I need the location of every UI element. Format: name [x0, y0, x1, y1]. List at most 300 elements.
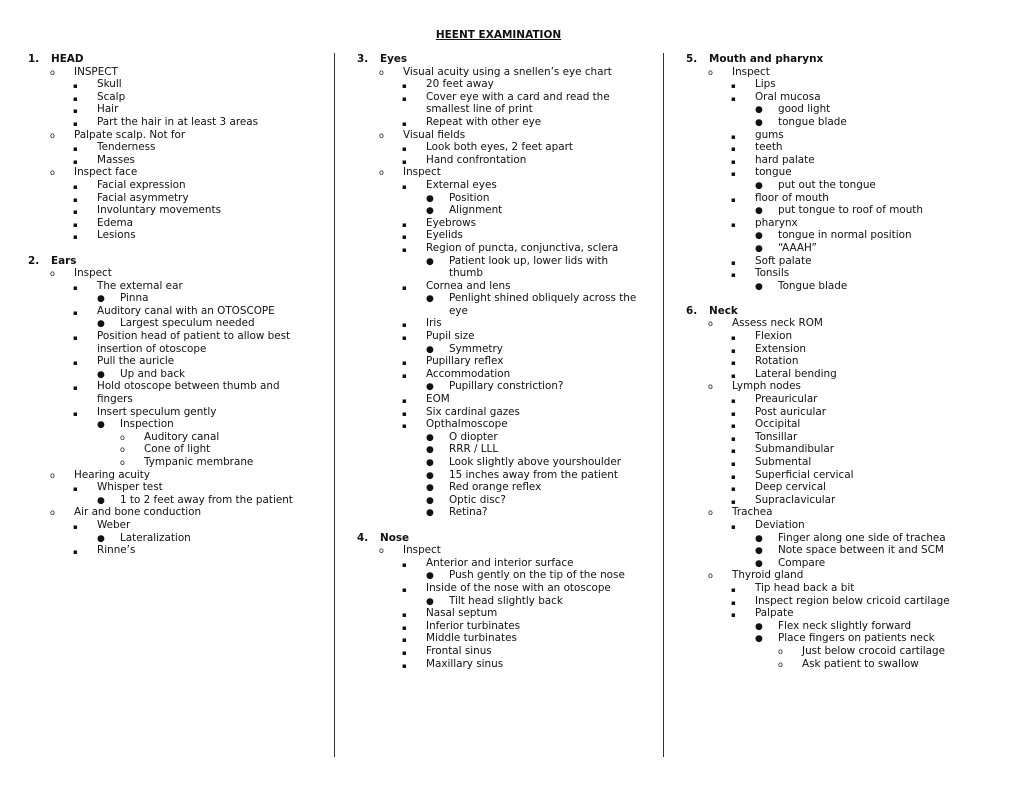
list-item [686, 280, 986, 293]
item-text: Auditory canal [144, 430, 220, 443]
item-text: Inspect [403, 544, 441, 557]
list-item [357, 380, 657, 393]
list-item [686, 129, 986, 142]
list-item [357, 595, 657, 608]
blank-line [357, 519, 657, 532]
square-bullet-icon: ▪ [731, 220, 736, 229]
list-item [686, 179, 986, 192]
item-text: Tip head back a bit [755, 581, 855, 594]
column-left [28, 53, 328, 557]
item-text: Edema [97, 216, 134, 229]
square-bullet-icon: ▪ [402, 82, 407, 91]
item-text: floor of mouth [755, 191, 829, 204]
section-number: 5. [686, 53, 698, 65]
list-item [28, 305, 328, 318]
square-bullet-icon: ▪ [731, 598, 736, 607]
item-text: Facial expression [97, 178, 186, 191]
list-item [28, 343, 328, 356]
item-text: Tilt head slightly back [449, 594, 563, 607]
square-bullet-icon: ▪ [731, 346, 736, 355]
list-item [357, 443, 657, 456]
square-bullet-icon: ▪ [73, 208, 78, 217]
dot-bullet-icon: ● [755, 558, 763, 569]
item-text: Soft palate [755, 254, 812, 267]
list-item [28, 431, 328, 444]
item-text: Rinne’s [97, 544, 136, 557]
item-text: Place fingers on patients neck [778, 632, 935, 645]
item-text: Skull [97, 78, 122, 91]
square-bullet-icon: ▪ [402, 359, 407, 368]
column-divider-right [663, 53, 664, 757]
item-text: Nasal septum [426, 607, 498, 620]
square-bullet-icon: ▪ [731, 611, 736, 620]
square-bullet-icon: ▪ [73, 548, 78, 557]
section-title: Nose [380, 531, 410, 544]
list-item [686, 78, 986, 91]
square-bullet-icon: ▪ [402, 611, 407, 620]
square-bullet-icon: ▪ [402, 321, 407, 330]
list-item [357, 305, 657, 318]
list-item [357, 406, 657, 419]
section-title: Mouth and pharynx [709, 53, 824, 65]
item-text: Weber [97, 518, 131, 531]
list-item [28, 380, 328, 393]
item-text: Oral mucosa [755, 90, 821, 103]
item-text: tongue blade [778, 115, 847, 128]
list-item [686, 242, 986, 255]
list-item [357, 91, 657, 104]
list-item [357, 129, 657, 142]
item-text: Largest speculum needed [120, 317, 255, 330]
item-text: RRR / LLL [449, 443, 499, 456]
item-text: Ask patient to swallow [802, 657, 919, 670]
square-bullet-icon: ▪ [731, 522, 736, 531]
section-number: 2. [28, 254, 40, 267]
dot-bullet-icon: ● [755, 206, 763, 217]
item-text: Inferior turbinates [426, 619, 521, 632]
list-item [686, 380, 986, 393]
list-item [28, 368, 328, 381]
square-bullet-icon: ▪ [731, 422, 736, 431]
square-bullet-icon: ▪ [402, 371, 407, 380]
circle-bullet-icon: o [120, 458, 125, 467]
square-bullet-icon: ▪ [402, 94, 407, 103]
item-text: Hearing acuity [74, 468, 150, 481]
item-text: Supraclavicular [755, 493, 836, 506]
square-bullet-icon: ▪ [402, 397, 407, 406]
list-item [357, 330, 657, 343]
circle-bullet-icon: o [379, 67, 384, 77]
item-text: Lateralization [120, 531, 191, 544]
square-bullet-icon: ▪ [731, 195, 736, 204]
list-item [686, 494, 986, 507]
item-text: Lymph nodes [732, 380, 801, 393]
list-item [28, 116, 328, 129]
item-text: 15 inches away from the patient [449, 468, 618, 481]
list-item [357, 544, 657, 557]
circle-bullet-icon: o [708, 382, 713, 392]
item-text: Cone of light [144, 443, 211, 456]
section-title: Neck [709, 304, 738, 317]
item-text: Scalp [97, 90, 126, 103]
square-bullet-icon: ▪ [731, 460, 736, 468]
list-item [28, 204, 328, 217]
section-heading [686, 305, 986, 318]
circle-bullet-icon: o [50, 470, 55, 480]
circle-bullet-icon: o [708, 67, 713, 77]
item-text: Retina? [449, 506, 488, 519]
item-text: Position [449, 191, 490, 204]
list-item [686, 431, 986, 444]
item-text: Tongue blade [778, 279, 848, 292]
item-text: Assess neck ROM [732, 317, 823, 330]
square-bullet-icon: ▪ [731, 132, 736, 141]
item-text: Tonsils [755, 267, 790, 280]
section-number: 1. [28, 53, 40, 65]
item-text: Anterior and interior surface [426, 556, 574, 569]
list-item [686, 116, 986, 129]
item-text: Facial asymmetry [97, 191, 189, 204]
item-text: tongue in normal position [778, 229, 912, 242]
list-item [28, 544, 328, 557]
item-text: 1 to 2 feet away from the patient [120, 493, 293, 506]
circle-bullet-icon: o [50, 269, 55, 279]
item-text: Hold otoscope between thumb and [97, 380, 280, 393]
item-text: Submental [755, 456, 812, 468]
dot-bullet-icon: ● [755, 117, 763, 128]
item-text: Patient look up, lower lids with [449, 254, 609, 267]
square-bullet-icon: ▪ [73, 94, 78, 103]
list-item [686, 418, 986, 431]
section-title: Eyes [380, 53, 408, 65]
item-text: Alignment [449, 204, 503, 217]
item-text: Middle turbinates [426, 632, 517, 645]
square-bullet-icon: ▪ [402, 145, 407, 154]
square-bullet-icon: ▪ [731, 258, 736, 267]
item-text: Pupillary constriction? [449, 380, 564, 393]
list-item [357, 204, 657, 217]
list-item [686, 469, 986, 482]
item-text: Deep cervical [755, 481, 827, 494]
item-text: smallest line of print [426, 103, 533, 116]
item-text: Lips [755, 78, 776, 91]
dot-bullet-icon: ● [426, 294, 434, 305]
item-text: pharynx [755, 216, 798, 229]
circle-bullet-icon: o [708, 508, 713, 518]
list-item [686, 595, 986, 608]
list-item [686, 217, 986, 230]
dot-bullet-icon: ● [426, 206, 434, 217]
list-item [686, 267, 986, 280]
dot-bullet-icon: ● [97, 533, 105, 544]
square-bullet-icon: ▪ [402, 245, 407, 254]
square-bullet-icon: ▪ [402, 661, 407, 670]
item-text: Cornea and lens [426, 279, 511, 292]
column-divider-left [334, 53, 335, 757]
item-text: Deviation [755, 518, 805, 531]
square-bullet-icon: ▪ [731, 82, 736, 91]
list-item [686, 443, 986, 456]
dot-bullet-icon: ● [426, 470, 434, 481]
square-bullet-icon: ▪ [402, 220, 407, 229]
item-text: Post auricular [755, 405, 826, 418]
list-item [686, 66, 986, 79]
square-bullet-icon: ▪ [731, 447, 736, 456]
square-bullet-icon: ▪ [73, 119, 78, 128]
item-text: Inside of the nose with an otoscope [426, 581, 611, 594]
section-heading [28, 255, 328, 268]
item-text: Penlight shined obliquely across the [449, 292, 637, 305]
column-right [686, 53, 986, 670]
list-item [28, 154, 328, 167]
item-text: EOM [426, 393, 450, 406]
item-text: Finger along one side of trachea [778, 531, 946, 544]
square-bullet-icon: ▪ [731, 359, 736, 368]
square-bullet-icon: ▪ [402, 560, 407, 569]
item-text: Symmetry [449, 342, 503, 355]
list-item [357, 78, 657, 91]
circle-bullet-icon: o [778, 646, 783, 656]
square-bullet-icon: ▪ [73, 233, 78, 242]
item-text: Cover eye with a card and read the [426, 90, 610, 103]
dot-bullet-icon: ● [755, 533, 763, 544]
list-item [686, 645, 986, 658]
list-item [357, 607, 657, 620]
dot-bullet-icon: ● [426, 344, 434, 355]
list-item [686, 632, 986, 645]
column-middle [357, 53, 657, 670]
item-text: Just below crocoid cartilage [802, 644, 945, 657]
item-text: Up and back [120, 367, 186, 380]
item-text: Trachea [732, 506, 773, 519]
square-bullet-icon: ▪ [73, 485, 78, 494]
item-text: Pupil size [426, 330, 475, 343]
list-item [686, 91, 986, 104]
item-text: Rotation [755, 355, 799, 368]
dot-bullet-icon: ● [426, 445, 434, 456]
item-text: Six cardinal gazes [426, 405, 520, 418]
dot-bullet-icon: ● [97, 495, 105, 506]
list-item [686, 481, 986, 494]
list-item [686, 620, 986, 633]
square-bullet-icon: ▪ [73, 195, 78, 204]
list-item [686, 393, 986, 406]
square-bullet-icon: ▪ [731, 271, 736, 280]
list-item [28, 129, 328, 142]
item-text: Opthalmoscope [426, 418, 508, 431]
square-bullet-icon: ▪ [73, 384, 78, 393]
list-item [28, 267, 328, 280]
list-item [686, 532, 986, 545]
section-number: 4. [357, 531, 369, 544]
item-text: External eyes [426, 178, 497, 191]
dot-bullet-icon: ● [97, 369, 105, 380]
square-bullet-icon: ▪ [402, 157, 407, 166]
list-item [357, 632, 657, 645]
item-text: Region of puncta, conjunctiva, sclera [426, 241, 619, 254]
dot-bullet-icon: ● [426, 432, 434, 443]
circle-bullet-icon: o [50, 168, 55, 178]
list-item [357, 368, 657, 381]
item-text: Submandibular [755, 443, 835, 456]
item-text: Pinna [120, 292, 149, 305]
list-item [28, 166, 328, 179]
list-item [357, 242, 657, 255]
item-text: Tympanic membrane [144, 456, 254, 468]
blank-line [686, 292, 986, 305]
list-item [686, 355, 986, 368]
list-item [357, 116, 657, 129]
list-item [28, 532, 328, 545]
dot-bullet-icon: ● [755, 281, 763, 292]
item-text: Inspect [732, 65, 770, 78]
list-item [357, 280, 657, 293]
item-text: “AAAH” [778, 241, 817, 254]
list-item [28, 229, 328, 242]
list-item [28, 179, 328, 192]
list-item [357, 645, 657, 658]
circle-bullet-icon: o [50, 508, 55, 518]
section-title: HEAD [51, 53, 84, 65]
dot-bullet-icon: ● [755, 546, 763, 557]
section-number: 6. [686, 304, 698, 317]
item-text: Palpate scalp. Not for [74, 128, 186, 141]
list-item [357, 343, 657, 356]
square-bullet-icon: ▪ [402, 283, 407, 292]
list-item [28, 103, 328, 116]
section-title: Ears [51, 254, 77, 267]
square-bullet-icon: ▪ [731, 145, 736, 154]
square-bullet-icon: ▪ [73, 107, 78, 116]
list-item [28, 217, 328, 230]
item-text: Red orange reflex [449, 481, 542, 494]
item-text: Palpate [755, 607, 794, 620]
item-text: O diopter [449, 430, 498, 443]
circle-bullet-icon: o [379, 168, 384, 178]
list-item [686, 192, 986, 205]
item-text: Masses [97, 153, 135, 166]
page-title: HEENT EXAMINATION [435, 29, 562, 41]
item-text: gums [755, 128, 784, 141]
circle-bullet-icon: o [379, 546, 384, 556]
item-text: Visual acuity using a snellen’s eye chart [403, 65, 612, 78]
list-item [686, 204, 986, 217]
item-text: good light [778, 103, 831, 116]
circle-bullet-icon: o [708, 319, 713, 329]
item-text: Inspection [120, 418, 174, 431]
item-text: Whisper test [97, 481, 163, 494]
list-item [686, 582, 986, 595]
list-item [357, 103, 657, 116]
square-bullet-icon: ▪ [402, 334, 407, 343]
square-bullet-icon: ▪ [402, 648, 407, 657]
square-bullet-icon: ▪ [731, 409, 736, 418]
list-item [357, 393, 657, 406]
square-bullet-icon: ▪ [731, 334, 736, 343]
list-item [357, 154, 657, 167]
item-text: Flexion [755, 330, 793, 343]
dot-bullet-icon: ● [426, 508, 434, 519]
item-text: Repeat with other eye [426, 115, 542, 128]
item-text: Superficial cervical [755, 468, 854, 481]
dot-bullet-icon: ● [97, 294, 105, 305]
square-bullet-icon: ▪ [731, 157, 736, 166]
item-text: Look both eyes, 2 feet apart [426, 141, 573, 154]
square-bullet-icon: ▪ [73, 182, 78, 191]
list-item [686, 317, 986, 330]
circle-bullet-icon: o [50, 130, 55, 140]
dot-bullet-icon: ● [755, 634, 763, 645]
dot-bullet-icon: ● [97, 420, 105, 431]
list-item [686, 406, 986, 419]
square-bullet-icon: ▪ [73, 308, 78, 317]
list-item [28, 91, 328, 104]
list-item [686, 519, 986, 532]
list-item [357, 557, 657, 570]
square-bullet-icon: ▪ [402, 233, 407, 242]
list-item [28, 141, 328, 154]
square-bullet-icon: ▪ [73, 359, 78, 368]
square-bullet-icon: ▪ [402, 585, 407, 594]
item-text: put out the tongue [778, 178, 876, 191]
list-item [28, 506, 328, 519]
item-text: tongue [755, 166, 792, 179]
item-text: 20 feet away [426, 78, 494, 91]
list-item [357, 217, 657, 230]
item-text: Insert speculum gently [97, 405, 217, 418]
item-text: Tonsillar [755, 430, 798, 443]
dot-bullet-icon: ● [755, 231, 763, 242]
square-bullet-icon: ▪ [73, 220, 78, 229]
circle-bullet-icon: o [778, 659, 783, 669]
list-item [686, 456, 986, 469]
square-bullet-icon: ▪ [73, 522, 78, 531]
item-text: fingers [97, 393, 133, 406]
circle-bullet-icon: o [379, 130, 384, 140]
square-bullet-icon: ▪ [402, 182, 407, 191]
item-text: Tenderness [97, 141, 156, 154]
list-item [686, 141, 986, 154]
list-item [686, 557, 986, 570]
item-text: Iris [426, 317, 442, 330]
item-text: The external ear [97, 279, 183, 292]
list-item [357, 469, 657, 482]
square-bullet-icon: ▪ [731, 397, 736, 406]
item-text: Part the hair in at least 3 areas [97, 115, 259, 128]
dot-bullet-icon: ● [426, 495, 434, 506]
list-item [686, 255, 986, 268]
square-bullet-icon: ▪ [402, 409, 407, 418]
list-item [357, 418, 657, 431]
list-item [357, 658, 657, 671]
list-item [357, 317, 657, 330]
list-item [686, 607, 986, 620]
item-text: Air and bone conduction [74, 506, 202, 519]
list-item [28, 494, 328, 507]
item-text: thumb [449, 267, 483, 280]
item-text: teeth [755, 141, 783, 154]
list-item [28, 406, 328, 419]
dot-bullet-icon: ● [755, 243, 763, 254]
list-item [28, 78, 328, 91]
square-bullet-icon: ▪ [402, 119, 407, 128]
blank-line [28, 242, 328, 255]
list-item [357, 192, 657, 205]
square-bullet-icon: ▪ [731, 585, 736, 594]
item-text: Involuntary movements [97, 204, 221, 217]
section-heading [28, 53, 328, 66]
list-item [686, 544, 986, 557]
